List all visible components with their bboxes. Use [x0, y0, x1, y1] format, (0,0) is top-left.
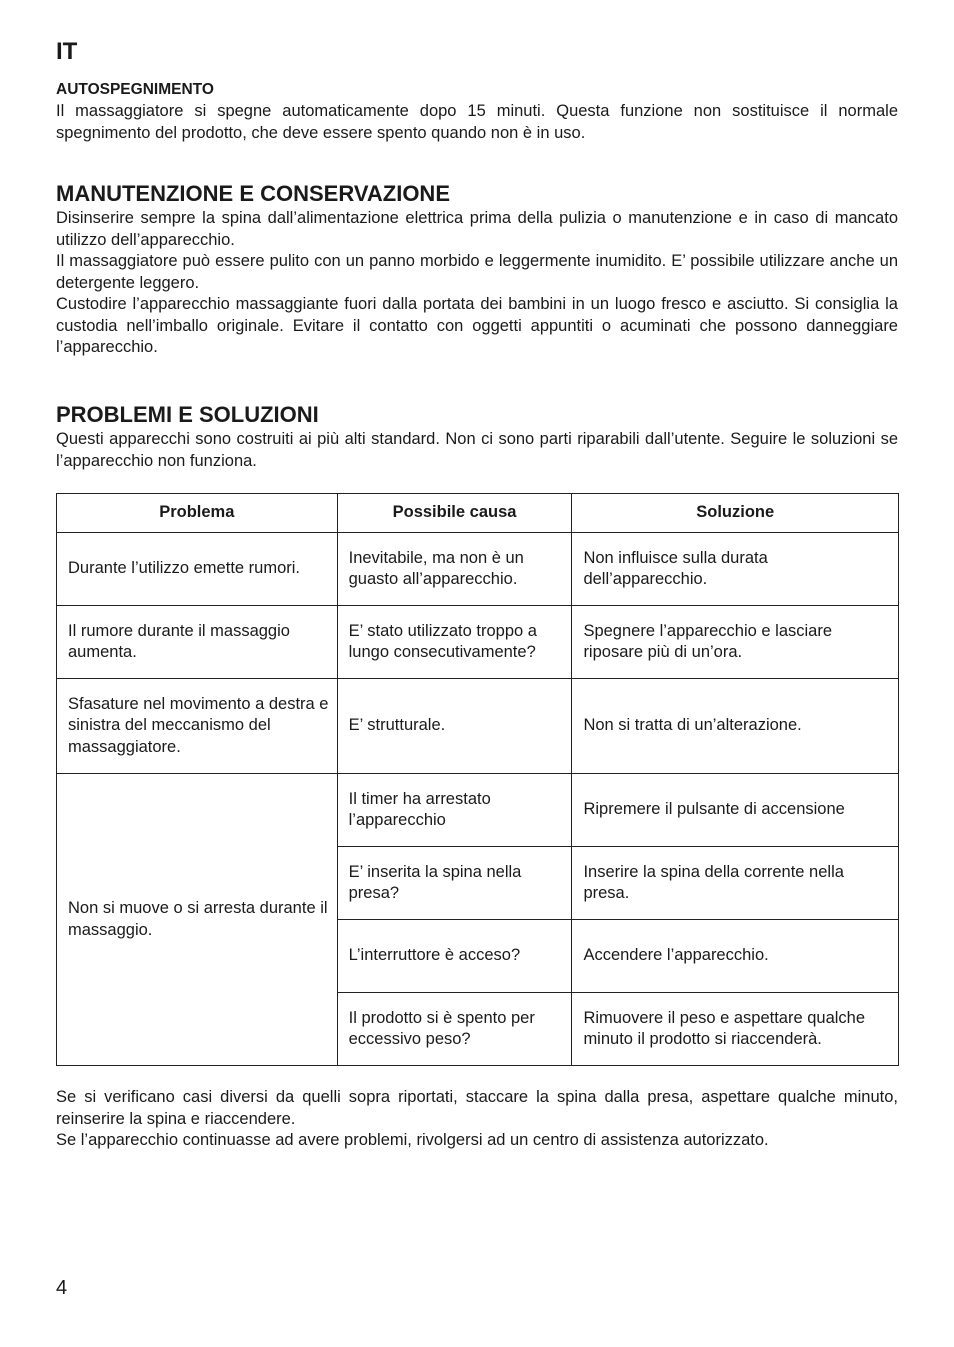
solution-cell: Inserire la spina della corrente nella presa.	[572, 847, 899, 920]
problem-cell: Sfasature nel movimento a destra e sinistra del meccanismo del massaggiatore.	[57, 679, 338, 774]
solution-cell: Non influisce sulla durata dell’apparecchio.	[572, 533, 899, 606]
problem-cell: Il rumore durante il massaggio aumenta.	[57, 606, 338, 679]
footer-notes	[56, 1087, 898, 1152]
solution-cell: Non si tratta di un’alterazione.	[572, 679, 899, 774]
problemi-intro: Questi apparecchi sono costruiti ai più alti standard. Non ci sono parti riparabili dall’utente. Seguire le soluzioni se l’apparecchio non funziona.	[56, 430, 898, 470]
solution-cell: Rimuovere il peso e aspettare qualche minuto il prodotto si riaccenderà.	[572, 993, 899, 1066]
table-row	[57, 606, 899, 679]
table-row	[57, 679, 899, 774]
problem-cell: Non si muove o si arresta durante il massaggio.	[57, 774, 338, 1066]
table-header-row	[57, 494, 899, 533]
table-row	[57, 533, 899, 606]
autospegnimento-text: Il massaggiatore si spegne automaticamente dopo 15 minuti. Questa funzione non sostituisce il normale spegnimento del prodotto, che deve essere spento quando non è in uso.	[56, 102, 898, 142]
manutenzione-paragraph: Custodire l’apparecchio massaggiante fuori dalla portata dei bambini in un luogo fresco e asciutto. Si consiglia la custodia nell’imballo originale. Evitare il contatto con oggetti appuntiti o acuminati che possono danneggiare l’apparecchio.	[56, 295, 898, 356]
page-number: 4	[56, 1277, 68, 1299]
column-header-soluzione: Soluzione	[572, 494, 899, 533]
cause-cell: Il timer ha arrestato l’apparecchio	[337, 774, 572, 847]
problem-cell: Durante l’utilizzo emette rumori.	[57, 533, 338, 606]
solution-cell: Accendere l’apparecchio.	[572, 920, 899, 993]
cause-cell: Inevitabile, ma non è un guasto all’apparecchio.	[337, 533, 572, 606]
column-header-problema: Problema	[57, 494, 338, 533]
manutenzione-heading: MANUTENZIONE E CONSERVAZIONE	[56, 181, 450, 206]
cause-cell: E’ strutturale.	[337, 679, 572, 774]
problemi-heading: PROBLEMI E SOLUZIONI	[56, 402, 319, 427]
footer-note: Se l’apparecchio continuasse ad avere problemi, rivolgersi ad un centro di assistenza autorizzato.	[56, 1131, 769, 1149]
manutenzione-paragraph: Disinserire sempre la spina dall’alimentazione elettrica prima della pulizia o manutenzione e in caso di mancato utilizzo dell’apparecchio.	[56, 209, 898, 249]
manutenzione-body	[56, 208, 898, 359]
cause-cell: E’ inserita la spina nella presa?	[337, 847, 572, 920]
table-row	[57, 774, 899, 847]
autospegnimento-heading: AUTOSPEGNIMENTO	[56, 81, 214, 98]
solution-cell: Spegnere l’apparecchio e lasciare riposare più di un’ora.	[572, 606, 899, 679]
language-code: IT	[56, 38, 78, 65]
cause-cell: E’ stato utilizzato troppo a lungo consecutivamente?	[337, 606, 572, 679]
cause-cell: Il prodotto si è spento per eccessivo peso?	[337, 993, 572, 1066]
troubleshooting-table	[56, 493, 899, 1066]
cause-cell: L’interruttore è acceso?	[337, 920, 572, 993]
solution-cell: Ripremere il pulsante di accensione	[572, 774, 899, 847]
manutenzione-paragraph: Il massaggiatore può essere pulito con un panno morbido e leggermente inumidito. E’ possibile utilizzare anche un detergente leggero.	[56, 252, 898, 292]
footer-note: Se si verificano casi diversi da quelli sopra riportati, staccare la spina dalla presa, aspettare qualche minuto, reinserire la spina e riaccendere.	[56, 1088, 898, 1128]
column-header-causa: Possibile causa	[337, 494, 572, 533]
